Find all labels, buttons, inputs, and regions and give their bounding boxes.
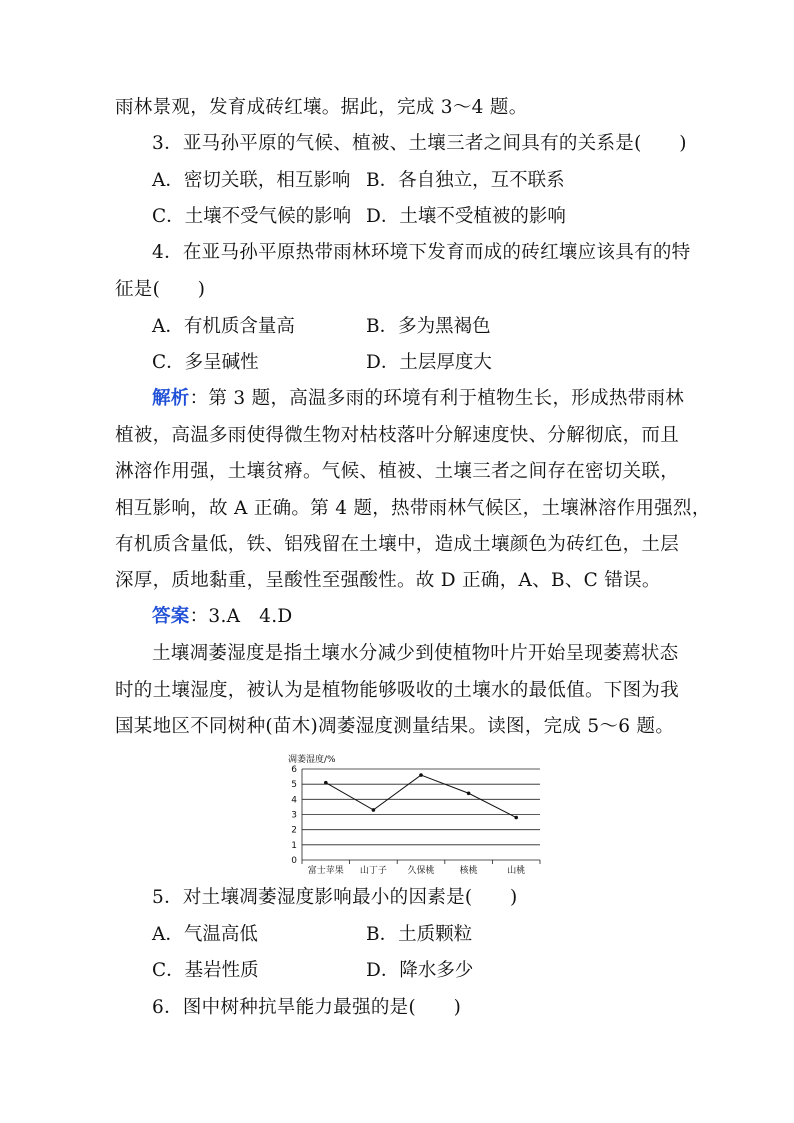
text-line: 雨林景观，发育成砖红壤。据此，完成 3～4 题。	[115, 97, 528, 118]
question-5: 5．对土壤凋萎湿度影响最小的因素是( )	[152, 887, 518, 908]
analysis-text: ：第 3 题，高温多雨的环境有利于植物生长，形成热带雨林	[189, 388, 685, 409]
option-4b: B．多为黑褐色	[366, 316, 491, 337]
analysis-line-6: 深厚，质地黏重，呈酸性至强酸性。故 D 正确，A、B、C 错误。	[115, 570, 661, 591]
question-6: 6．图中树种抗旱能力最强的是( )	[152, 997, 462, 1018]
data-point	[419, 773, 423, 777]
y-axis-label: 凋萎湿度/%	[288, 755, 336, 765]
analysis-line-4: 相互影响，故 A 正确。第 4 题，热带雨林气候区，土壤淋溶作用强烈，	[115, 498, 711, 519]
data-point	[372, 808, 376, 812]
x-tick-label: 久保桃	[407, 866, 435, 876]
option-5d: D．降水多少	[366, 960, 474, 981]
answer-label: 答案	[152, 606, 190, 627]
y-tick-label: 1	[291, 840, 297, 851]
x-tick-label: 山丁子	[359, 866, 387, 876]
option-5b: B．土质颗粒	[366, 924, 473, 945]
analysis-line-5: 有机质含量低，铁、铝残留在土壤中，造成土壤颜色为砖红色，土层	[115, 534, 680, 555]
analysis-line-1	[152, 387, 684, 411]
chart-svg	[286, 752, 544, 877]
y-tick-label: 0	[291, 856, 297, 866]
y-tick-label: 4	[291, 795, 297, 806]
option-4c: C．多呈碱性	[152, 352, 259, 373]
option-3c: C．土壤不受气候的影响	[152, 206, 352, 227]
x-tick-label: 山桃	[507, 866, 526, 876]
option-5c: C．基岩性质	[152, 960, 259, 981]
option-3d: D．土壤不受植被的影响	[366, 206, 566, 227]
question-4-cont: 征是( )	[115, 279, 206, 300]
paragraph-line-3: 国某地区不同树种(苗木)凋萎湿度测量结果。读图，完成 5～6 题。	[115, 716, 675, 737]
option-4a: A．有机质含量高	[152, 316, 295, 337]
y-tick-label: 3	[291, 810, 297, 821]
analysis-line-3: 淋溶作用强，土壤贫瘠。气候、植被、土壤三者之间存在密切关联，	[115, 461, 680, 482]
data-point	[324, 781, 328, 785]
answer-value: ：3.A 4.D	[189, 606, 293, 627]
wilting-humidity-chart	[286, 752, 544, 877]
paragraph-line-1: 土壤凋萎湿度是指土壤水分减少到使植物叶片开始呈现萎蔫状态	[152, 643, 679, 664]
answer-line	[152, 605, 293, 629]
y-tick-label: 2	[291, 825, 297, 836]
question-4: 4．在亚马孙平原热带雨林环境下发育而成的砖红壤应该具有的特	[152, 242, 691, 263]
option-3b: B．各自独立，互不联系	[366, 170, 565, 191]
analysis-line-2: 植被，高温多雨使得微生物对枯枝落叶分解速度快、分解彻底，而且	[115, 425, 680, 446]
option-4d: D．土层厚度大	[366, 352, 492, 373]
data-point	[514, 816, 518, 820]
question-3: 3．亚马孙平原的气候、植被、土壤三者之间具有的关系是( )	[152, 133, 687, 154]
x-tick-label: 富士苹果	[307, 866, 344, 876]
option-3a: A．密切关联，相互影响	[152, 170, 351, 191]
x-tick-label: 核桃	[459, 866, 478, 876]
data-point	[467, 791, 471, 795]
y-tick-label: 5	[291, 780, 297, 791]
paragraph-line-2: 时的土壤湿度，被认为是植物能够吸收的土壤水的最低值。下图为我	[115, 680, 680, 701]
option-5a: A．气温高低	[152, 924, 258, 945]
y-tick-label: 6	[291, 765, 297, 775]
analysis-label: 解析	[152, 388, 190, 409]
series-line	[326, 775, 516, 817]
